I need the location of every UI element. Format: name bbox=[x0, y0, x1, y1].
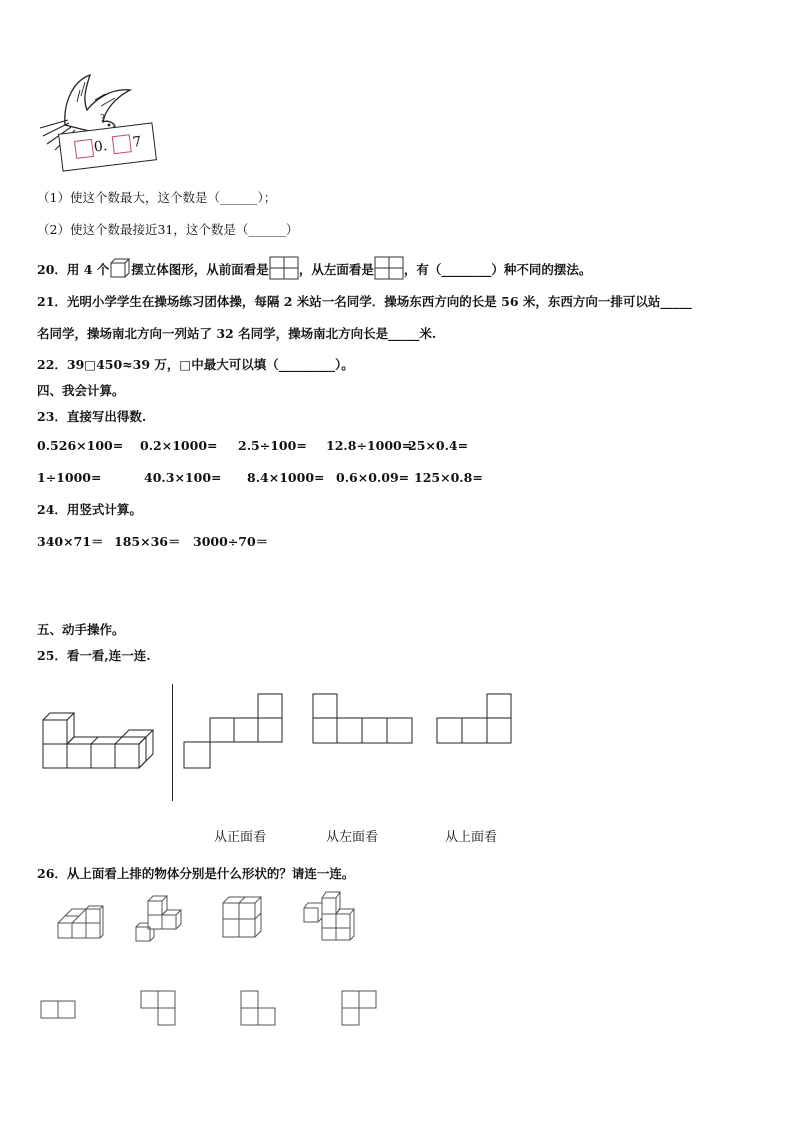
calc-item: 0.6×0.09= bbox=[336, 470, 410, 485]
q26-object-2 bbox=[134, 893, 186, 945]
calc-item: 1÷1000= bbox=[37, 470, 102, 485]
q25-3d-block-figure bbox=[36, 712, 161, 774]
calc-item: 40.3×100= bbox=[144, 470, 222, 485]
q20-text-3: ，从左面看是 bbox=[298, 262, 374, 277]
calc-item: 125×0.8= bbox=[414, 470, 483, 485]
section-4-title: 四、我会计算。 bbox=[37, 383, 125, 398]
label-front-view: 从正面看 bbox=[214, 830, 267, 845]
calc-item: 0.526×100= bbox=[37, 438, 124, 453]
q20-text-4: ，有（________）种不同的摆法。 bbox=[403, 262, 592, 277]
q25-title: 25．看一看,连一连. bbox=[37, 648, 151, 663]
view-figure-2 bbox=[312, 693, 414, 745]
blank-box-right bbox=[112, 134, 132, 154]
q21-line1: 21．光明小学学生在操场练习团体操，每隔 2 米站一名同学．操场东西方向的长是 56 米，东西方向一排可以站_____ bbox=[37, 294, 692, 309]
vertical-calc-item: 340×71＝ bbox=[37, 534, 104, 549]
card-decimal: 0. bbox=[93, 138, 109, 156]
q26-top-view-1 bbox=[40, 1000, 76, 1020]
calc-item: 12.8÷1000= bbox=[326, 438, 413, 453]
calc-item: 0.2×1000= bbox=[140, 438, 218, 453]
q24-title: 24．用竖式计算。 bbox=[37, 502, 142, 517]
card-digit: 7 bbox=[131, 133, 143, 151]
q20-line bbox=[37, 256, 591, 283]
view-figure-3 bbox=[436, 693, 514, 745]
vertical-calc-item: 185×36＝ bbox=[114, 534, 181, 549]
front-view-icon bbox=[269, 256, 299, 283]
q20-text-1: 20．用 4 个 bbox=[37, 262, 110, 277]
q19-part2: （2）使这个数最接近31，这个数是（______） bbox=[37, 222, 299, 237]
blank-box-left bbox=[74, 139, 94, 159]
cube-icon bbox=[110, 258, 130, 281]
vertical-calc-item: 3000÷70＝ bbox=[193, 534, 269, 549]
q21-line2: 名同学，操场南北方向一列站了 32 名同学，操场南北方向长是_____米. bbox=[37, 326, 437, 341]
q26-top-view-4 bbox=[341, 990, 377, 1026]
left-view-icon bbox=[374, 256, 404, 283]
q26-object-3 bbox=[219, 893, 271, 943]
label-left-view: 从左面看 bbox=[326, 830, 379, 845]
section-5-title: 五、动手操作。 bbox=[37, 622, 125, 637]
calc-item: 25×0.4= bbox=[408, 438, 469, 453]
card-mark: ? bbox=[100, 114, 105, 124]
divider-line bbox=[172, 684, 173, 801]
calc-item: 2.5÷100= bbox=[238, 438, 307, 453]
q26-object-4 bbox=[300, 888, 358, 944]
view-figure-1 bbox=[183, 693, 283, 769]
q26-top-view-3 bbox=[240, 990, 276, 1026]
q19-part1: （1）使这个数最大，这个数是（______）； bbox=[37, 190, 277, 205]
q26-title: 26．从上面看上排的物体分别是什么形状的？请连一连。 bbox=[37, 866, 355, 881]
q20-text-2: 摆立体图形，从前面看是 bbox=[131, 262, 269, 277]
q26-top-view-2 bbox=[140, 990, 176, 1026]
q22-line: 22．39□450≈39 万，□中最大可以填（_________）。 bbox=[37, 357, 354, 372]
label-top-view: 从上面看 bbox=[445, 830, 498, 845]
q26-object-1 bbox=[56, 903, 104, 941]
q23-title: 23．直接写出得数. bbox=[37, 409, 147, 424]
calc-item: 8.4×1000= bbox=[247, 470, 325, 485]
